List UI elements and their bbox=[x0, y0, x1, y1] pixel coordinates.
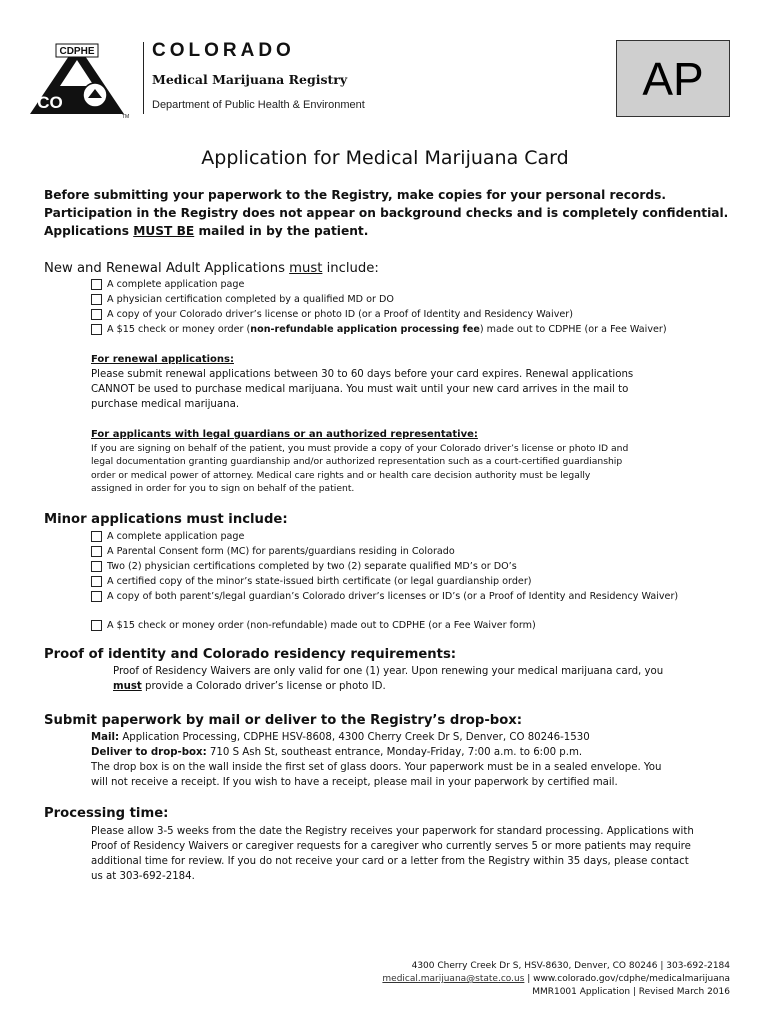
checkbox[interactable] bbox=[91, 620, 102, 631]
dropbox-line bbox=[91, 745, 662, 760]
processing-heading: Processing time: bbox=[44, 806, 169, 821]
mail-label: Mail: bbox=[91, 732, 120, 743]
checkbox[interactable] bbox=[91, 561, 102, 572]
guardian-section bbox=[91, 428, 628, 496]
checkbox[interactable] bbox=[91, 546, 102, 557]
checklist-item-label: A copy of both parent’s/legal guardian’s Colorado driver’s licenses or ID’s (or a Proof of Identity and Residency Waiver) bbox=[107, 591, 679, 602]
intro-line-3-post: mailed in by the patient. bbox=[194, 224, 369, 238]
checklist-item-label: A certified copy of the minor’s state-issued birth certificate (or legal guardianship order) bbox=[107, 576, 532, 587]
checklist-item-label bbox=[107, 323, 667, 336]
checklist-item-label: A physician certification completed by a qualified MD or DO bbox=[107, 294, 394, 305]
checklist-item-label: A copy of your Colorado driver’s license or photo ID (or a Proof of Identity and Residency Waiver) bbox=[107, 309, 573, 320]
org-name: COLORADO bbox=[152, 40, 295, 61]
footer-website[interactable]: | www.colorado.gov/cdphe/medicalmarijuana bbox=[524, 974, 730, 984]
checklist-item-label: A complete application page bbox=[107, 531, 245, 542]
checkbox[interactable] bbox=[91, 531, 102, 542]
adult-heading-emph: must bbox=[289, 261, 323, 276]
proof-line-2 bbox=[113, 679, 663, 694]
checkbox[interactable] bbox=[91, 294, 102, 305]
processing-section bbox=[91, 824, 694, 884]
mail-value: Application Processing, CDPHE HSV-8608, 4300 Cherry Creek Dr S, Denver, CO 80246-1530 bbox=[119, 732, 590, 743]
checklist-item bbox=[91, 323, 667, 336]
logo-letters: CO bbox=[37, 93, 63, 112]
registry-name: Medical Marijuana Registry bbox=[152, 72, 348, 87]
processing-line-3: additional time for review. If you do not receive your card or a letter from the Registry within 35 days, please contact bbox=[91, 856, 689, 867]
guardian-line-4: assigned in order for you to sign on behalf of the patient. bbox=[91, 483, 355, 494]
renewal-line-3: purchase medical marijuana. bbox=[91, 399, 240, 410]
guardian-line-2: legal documentation granting guardianship and/or authorized representation such as a court-certified guardianship bbox=[91, 456, 623, 467]
checkbox[interactable] bbox=[91, 279, 102, 290]
footer-form-info: MMR1001 Application | Revised March 2016 bbox=[532, 987, 730, 997]
mail-line bbox=[91, 730, 662, 745]
checklist-item bbox=[91, 560, 517, 573]
adult-heading-pre: New and Renewal Adult Applications bbox=[44, 261, 290, 276]
intro-line-3 bbox=[44, 222, 368, 240]
guardian-line-1: If you are signing on behalf of the patient, you must provide a copy of your Colorado driver’s license or photo ID and bbox=[91, 442, 629, 454]
logo-badge-text: CDPHE bbox=[59, 46, 95, 57]
checklist-item bbox=[91, 530, 244, 543]
logo-tm: TM bbox=[122, 114, 130, 120]
footer bbox=[382, 960, 730, 999]
checklist-item bbox=[91, 278, 244, 291]
department-name: Department of Public Health & Environment bbox=[152, 99, 365, 111]
proof-line-2-emph: must bbox=[113, 681, 142, 692]
adult-heading bbox=[44, 261, 379, 276]
processing-line-2: Proof of Residency Waivers or caregiver requests for a caregiver who currently serves 5 or more patients may require bbox=[91, 841, 691, 852]
intro-line-3-emph: MUST BE bbox=[133, 224, 195, 238]
proof-line-2-post: provide a Colorado driver’s license or photo ID. bbox=[141, 681, 386, 692]
fee-post: ) made out to CDPHE (or a Fee Waiver) bbox=[479, 324, 667, 335]
checklist-item bbox=[91, 545, 455, 558]
checklist-item-label: A Parental Consent form (MC) for parents/guardians residing in Colorado bbox=[107, 546, 455, 557]
form-code: AP bbox=[642, 52, 704, 105]
checklist-item bbox=[91, 590, 678, 603]
minor-heading: Minor applications must include: bbox=[44, 512, 288, 527]
checklist-item-label: Two (2) physician certifications completed by two (2) separate qualified MD’s or DO’s bbox=[107, 561, 517, 572]
submit-line-4: will not receive a receipt. If you wish to have a receipt, please mail in your paperwork by certified mail. bbox=[91, 777, 618, 788]
intro-line-3-pre: Applications bbox=[44, 224, 134, 238]
checkbox[interactable] bbox=[91, 591, 102, 602]
renewal-section bbox=[91, 352, 633, 412]
fee-bold: non-refundable application processing fee bbox=[250, 324, 480, 335]
footer-contact bbox=[382, 973, 730, 986]
submit-section bbox=[91, 730, 662, 790]
fee-pre: A $15 check or money order ( bbox=[107, 324, 251, 335]
checkbox[interactable] bbox=[91, 324, 102, 335]
renewal-title: For renewal applications: bbox=[91, 354, 234, 365]
intro-line-1: Before submitting your paperwork to the Registry, make copies for your personal records. bbox=[44, 188, 666, 202]
footer-address: 4300 Cherry Creek Dr S, HSV-8630, Denver, CO 80246 | 303-692-2184 bbox=[411, 961, 730, 971]
guardian-title: For applicants with legal guardians or an authorized representative: bbox=[91, 429, 478, 440]
submit-heading: Submit paperwork by mail or deliver to the Registry’s drop-box: bbox=[44, 713, 523, 728]
proof-heading: Proof of identity and Colorado residency requirements: bbox=[44, 647, 457, 662]
checklist-item-label: A complete application page bbox=[107, 279, 245, 290]
footer-email-link[interactable]: medical.marijuana@state.co.us bbox=[382, 974, 525, 984]
page-title: Application for Medical Marijuana Card bbox=[201, 147, 569, 169]
renewal-line-2: CANNOT be used to purchase medical marijuana. You must wait until your new card arrives in the mail to bbox=[91, 384, 629, 395]
header-divider bbox=[143, 42, 144, 114]
guardian-line-3: order or medical power of attorney. Medical care rights and or health care decision authority must be legally bbox=[91, 469, 591, 481]
dropbox-label: Deliver to drop-box: bbox=[91, 747, 207, 758]
processing-line-4: us at 303-692-2184. bbox=[91, 871, 195, 882]
checklist-item-label: A $15 check or money order (non-refundable) made out to CDPHE (or a Fee Waiver form) bbox=[107, 620, 536, 631]
checklist-item bbox=[91, 575, 532, 588]
checklist-item bbox=[91, 619, 536, 632]
renewal-line-1: Please submit renewal applications between 30 to 60 days before your card expires. Renewal applications bbox=[91, 369, 634, 380]
submit-line-3: The drop box is on the wall inside the first set of glass doors. Your paperwork must be in a sealed envelope. You bbox=[91, 762, 662, 773]
proof-line-1: Proof of Residency Waivers are only valid for one (1) year. Upon renewing your medical marijuana card, you bbox=[113, 666, 664, 677]
checklist-item bbox=[91, 308, 573, 321]
checkbox[interactable] bbox=[91, 576, 102, 587]
cdphe-logo bbox=[22, 40, 132, 120]
checklist-item bbox=[91, 293, 394, 306]
form-code-box bbox=[616, 40, 730, 117]
dropbox-value: 710 S Ash St, southeast entrance, Monday-Friday, 7:00 a.m. to 6:00 p.m. bbox=[206, 747, 583, 758]
processing-line-1: Please allow 3-5 weeks from the date the Registry receives your paperwork for standard processing. Applications with bbox=[91, 826, 694, 837]
proof-section bbox=[113, 664, 663, 694]
adult-heading-post: include: bbox=[322, 261, 379, 276]
checkbox[interactable] bbox=[91, 309, 102, 320]
intro-line-2: Participation in the Registry does not appear on background checks and is completely confidential. bbox=[44, 206, 729, 220]
